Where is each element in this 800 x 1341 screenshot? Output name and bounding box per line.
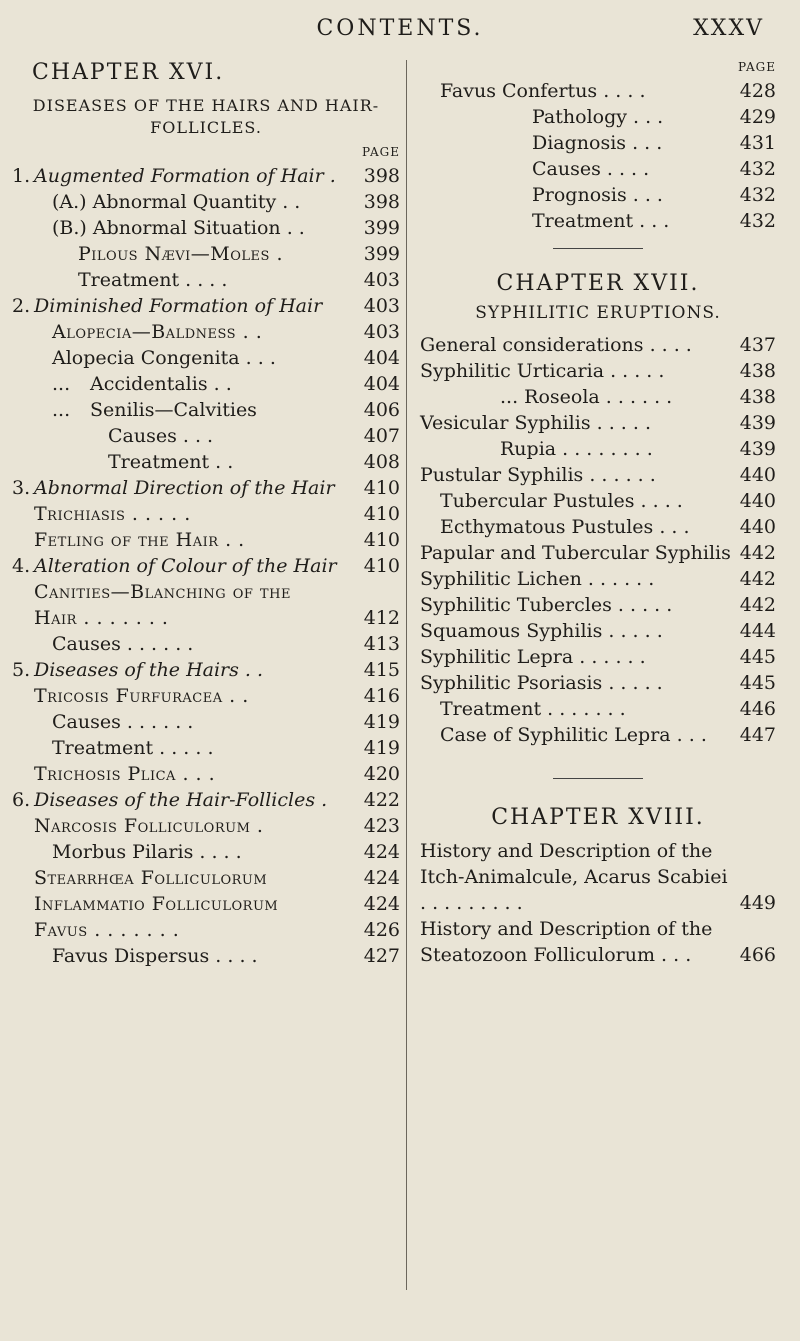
entry-title: Squamous Syphilis . . . . . — [420, 620, 663, 642]
toc-entry[interactable] — [420, 644, 776, 670]
entry-title: Pathology . . . — [532, 106, 664, 128]
entry-title: Favus Confertus . . . . — [440, 80, 646, 102]
column-divider — [406, 60, 407, 1290]
entry-page: 403 — [363, 269, 400, 291]
entry-page: 406 — [363, 399, 400, 421]
entry-title: Ecthymatous Pustules . . . — [440, 516, 690, 538]
toc-entry[interactable] — [12, 189, 400, 215]
toc-entry[interactable] — [420, 182, 776, 208]
entry-title: Abnormal Direction of the Hair — [34, 477, 335, 499]
entry-title: Favus Dispersus . . . . — [52, 945, 258, 967]
entry-title: Treatment . . . . . — [52, 737, 214, 759]
entry-title: Narcosis Folliculorum . — [34, 815, 264, 837]
chapter-subtitle: SYPHILITIC ERUPTIONS. — [475, 303, 721, 323]
entry-page: 440 — [739, 464, 776, 486]
entry-title: Case of Syphilitic Lepra . . . — [440, 724, 707, 746]
entry-page: 466 — [739, 944, 776, 966]
entry-title: Papular and Tubercular Syphilis — [420, 542, 731, 564]
toc-entry[interactable] — [12, 579, 400, 605]
entry-title: Syphilitic Urticaria . . . . . — [420, 360, 665, 382]
toc-entry[interactable] — [12, 709, 400, 735]
page-number: XXXV — [693, 16, 764, 41]
page-header — [0, 14, 800, 54]
chapter-heading: CHAPTER XVIII. — [491, 805, 705, 830]
entry-page: 419 — [363, 737, 400, 759]
toc-entry[interactable] — [12, 501, 400, 527]
toc-entry[interactable] — [12, 371, 400, 397]
toc-entry[interactable] — [12, 241, 400, 267]
toc-entry[interactable] — [12, 735, 400, 761]
toc-entry[interactable] — [420, 208, 776, 234]
entry-title: Treatment . . . . . . . — [440, 698, 626, 720]
toc-entry[interactable] — [420, 618, 776, 644]
entry-title: Diseases of the Hair-Follicles . — [34, 789, 328, 811]
entry-title: Tricosis Furfuracea . . — [34, 685, 249, 707]
entry-page: 404 — [363, 373, 400, 395]
entry-title: Alopecia—Baldness . . — [52, 321, 263, 343]
toc-entry[interactable] — [12, 839, 400, 865]
entry-page: 413 — [363, 633, 400, 655]
entry-title: Syphilitic Lepra . . . . . . — [420, 646, 646, 668]
entry-page: 439 — [739, 412, 776, 434]
entry-title: Morbus Pilaris . . . . — [52, 841, 242, 863]
toc-entry[interactable] — [12, 553, 400, 579]
entry-title: Diagnosis . . . — [532, 132, 663, 154]
entry-page: 403 — [363, 295, 400, 317]
entry-page: 428 — [739, 80, 776, 102]
entry-title: (B.) Abnormal Situation . . — [52, 217, 305, 239]
toc-entry[interactable] — [420, 156, 776, 182]
entry-title: Syphilitic Psoriasis . . . . . — [420, 672, 663, 694]
entry-page: 437 — [739, 334, 776, 356]
entry-page: 424 — [363, 893, 400, 915]
entry-page: 410 — [363, 555, 400, 577]
entry-page: 415 — [363, 659, 400, 681]
entry-title: Favus . . . . . . . — [34, 919, 180, 941]
toc-entry[interactable] — [12, 787, 400, 813]
chapter-subtitle-line: FOLLICLES. — [150, 118, 262, 137]
toc-entry[interactable] — [420, 104, 776, 130]
entry-page: 410 — [363, 503, 400, 525]
entry-page: 427 — [363, 945, 400, 967]
entry-title: History and Description of the Steatozoon Folliculorum . . . — [420, 918, 713, 966]
entry-page: 404 — [363, 347, 400, 369]
toc-entry[interactable] — [420, 410, 776, 436]
toc-entry[interactable] — [420, 722, 776, 748]
toc-entry[interactable] — [12, 917, 400, 943]
entry-page: 407 — [363, 425, 400, 447]
toc-entry[interactable] — [420, 78, 776, 104]
entry-page: 426 — [363, 919, 400, 941]
entry-title: Alteration of Colour of the Hair — [34, 555, 337, 577]
entry-page: 442 — [739, 542, 776, 564]
entry-title: Senilis—Calvities — [90, 399, 257, 421]
entry-page: 446 — [739, 698, 776, 720]
toc-entry[interactable] — [420, 332, 776, 358]
entry-title: Stearrhœa Folliculorum — [34, 867, 268, 889]
entry-page: 420 — [363, 763, 400, 785]
entry-title: Causes . . . — [108, 425, 214, 447]
toc-entry[interactable] — [420, 436, 776, 462]
entry-page: 398 — [363, 165, 400, 187]
entry-title: Causes . . . . . . — [52, 633, 194, 655]
entry-page: 442 — [739, 594, 776, 616]
toc-entry[interactable] — [12, 319, 400, 345]
entry-title: Canities—Blanching of the — [34, 581, 291, 603]
entry-title: Treatment . . . . — [78, 269, 228, 291]
toc-entry[interactable] — [420, 462, 776, 488]
entry-page: 408 — [363, 451, 400, 473]
toc-entry[interactable] — [12, 527, 400, 553]
entry-page: 445 — [739, 646, 776, 668]
entry-number: 2. — [12, 295, 31, 317]
entry-title: ... Roseola . . . . . . — [500, 386, 673, 408]
toc-entry[interactable] — [12, 215, 400, 241]
entry-title: Alopecia Congenita . . . — [52, 347, 276, 369]
toc-entry[interactable] — [12, 345, 400, 371]
right-column — [420, 60, 776, 968]
entry-title: History and Description of the Itch-Animalcule, Acarus Scabiei . . . . . . . . . — [420, 840, 728, 914]
entry-page: 445 — [739, 672, 776, 694]
entry-title: Pustular Syphilis . . . . . . — [420, 464, 656, 486]
toc-entry[interactable] — [420, 130, 776, 156]
entry-page: 444 — [739, 620, 776, 642]
chapter-heading: CHAPTER XVI. — [32, 60, 225, 85]
toc-entry[interactable] — [420, 696, 776, 722]
entry-title: (A.) Abnormal Quantity . . — [52, 191, 301, 213]
entry-title: Syphilitic Tubercles . . . . . — [420, 594, 673, 616]
entry-page: 419 — [363, 711, 400, 733]
entry-title: Syphilitic Lichen . . . . . . — [420, 568, 655, 590]
entry-title: Treatment . . — [108, 451, 234, 473]
entry-page: 399 — [363, 217, 400, 239]
toc-entry[interactable] — [12, 605, 400, 631]
toc-entry[interactable] — [420, 384, 776, 410]
entry-title: Pilous Nævi—Moles . — [78, 243, 283, 265]
chapter-subtitle — [12, 95, 400, 139]
toc-entry[interactable] — [420, 566, 776, 592]
entry-number: 6. — [12, 789, 31, 811]
entry-page: 438 — [739, 386, 776, 408]
chapter-heading: CHAPTER XVII. — [496, 271, 700, 296]
toc-entry[interactable] — [420, 488, 776, 514]
entry-title: Diminished Formation of Hair — [34, 295, 323, 317]
toc-entry[interactable] — [420, 592, 776, 618]
entry-page: 439 — [739, 438, 776, 460]
entry-title: Fetling of the Hair . . — [34, 529, 245, 551]
entry-title: Treatment . . . — [532, 210, 670, 232]
toc-entry[interactable] — [12, 423, 400, 449]
entry-title: Inflammatio Folliculorum — [34, 893, 279, 915]
entry-title: Accidentalis . . — [90, 373, 232, 395]
entry-page: 422 — [363, 789, 400, 811]
entry-ditto: ... — [52, 399, 71, 421]
toc-entry[interactable] — [12, 397, 400, 423]
toc-entry[interactable] — [12, 813, 400, 839]
entry-page: 438 — [739, 360, 776, 382]
entry-page: 440 — [739, 490, 776, 512]
entry-page: 424 — [363, 867, 400, 889]
entry-title: Vesicular Syphilis . . . . . — [420, 412, 651, 434]
entry-title: Augmented Formation of Hair . — [34, 165, 336, 187]
entry-page: 447 — [739, 724, 776, 746]
page-column-label: PAGE — [362, 145, 400, 159]
toc-entry[interactable] — [12, 631, 400, 657]
toc-entry[interactable] — [12, 657, 400, 683]
entry-number: 3. — [12, 477, 31, 499]
entry-page: 399 — [363, 243, 400, 265]
entry-page: 403 — [363, 321, 400, 343]
page-column-label: PAGE — [738, 60, 776, 74]
toc-entry[interactable] — [420, 540, 776, 566]
entry-title: Causes . . . . — [532, 158, 650, 180]
toc-entry[interactable] — [12, 293, 400, 319]
entry-page: 449 — [739, 892, 776, 914]
entry-page: 416 — [363, 685, 400, 707]
entry-page: 432 — [739, 210, 776, 232]
entry-page: 440 — [739, 516, 776, 538]
entry-page: 412 — [363, 607, 400, 629]
toc-entry[interactable] — [12, 943, 400, 969]
toc-entry[interactable] — [12, 891, 400, 917]
entry-title: Prognosis . . . — [532, 184, 663, 206]
entry-page: 410 — [363, 529, 400, 551]
toc-entry[interactable] — [420, 358, 776, 384]
toc-entry[interactable] — [12, 865, 400, 891]
chapter-subtitle-line: DISEASES OF THE HAIRS AND HAIR- — [32, 96, 380, 115]
entry-page: 423 — [363, 815, 400, 837]
entry-title: Diseases of the Hairs . . — [34, 659, 264, 681]
entry-title: Trichiasis . . . . . — [34, 503, 191, 525]
entry-title: Tubercular Pustules . . . . — [440, 490, 683, 512]
entry-page: 410 — [363, 477, 400, 499]
entry-page: 432 — [739, 158, 776, 180]
section-rule — [553, 248, 643, 249]
toc-entry[interactable] — [12, 449, 400, 475]
entry-ditto: ... — [52, 373, 71, 395]
entry-title: Trichosis Plica . . . — [34, 763, 216, 785]
entry-number: 5. — [12, 659, 31, 681]
toc-entry[interactable] — [12, 683, 400, 709]
toc-entry[interactable] — [12, 761, 400, 787]
entry-title: General considerations . . . . — [420, 334, 692, 356]
entry-number: 1. — [12, 165, 31, 187]
toc-entry[interactable] — [420, 916, 776, 968]
left-column — [12, 60, 400, 969]
entry-title: Hair . . . . . . . — [34, 607, 169, 629]
entry-page: 431 — [739, 132, 776, 154]
entry-page: 442 — [739, 568, 776, 590]
running-title: CONTENTS. — [316, 16, 484, 41]
toc-entry[interactable] — [420, 514, 776, 540]
entry-page: 432 — [739, 184, 776, 206]
toc-entry[interactable] — [12, 267, 400, 293]
entry-title: Causes . . . . . . — [52, 711, 194, 733]
entry-page: 398 — [363, 191, 400, 213]
entry-page: 429 — [739, 106, 776, 128]
section-rule — [553, 778, 643, 779]
toc-entry[interactable] — [12, 475, 400, 501]
entry-number: 4. — [12, 555, 31, 577]
toc-entry[interactable] — [420, 838, 776, 916]
entry-page: 424 — [363, 841, 400, 863]
entry-title: Rupia . . . . . . . . — [500, 438, 653, 460]
toc-entry[interactable] — [420, 670, 776, 696]
toc-entry[interactable] — [12, 163, 400, 189]
